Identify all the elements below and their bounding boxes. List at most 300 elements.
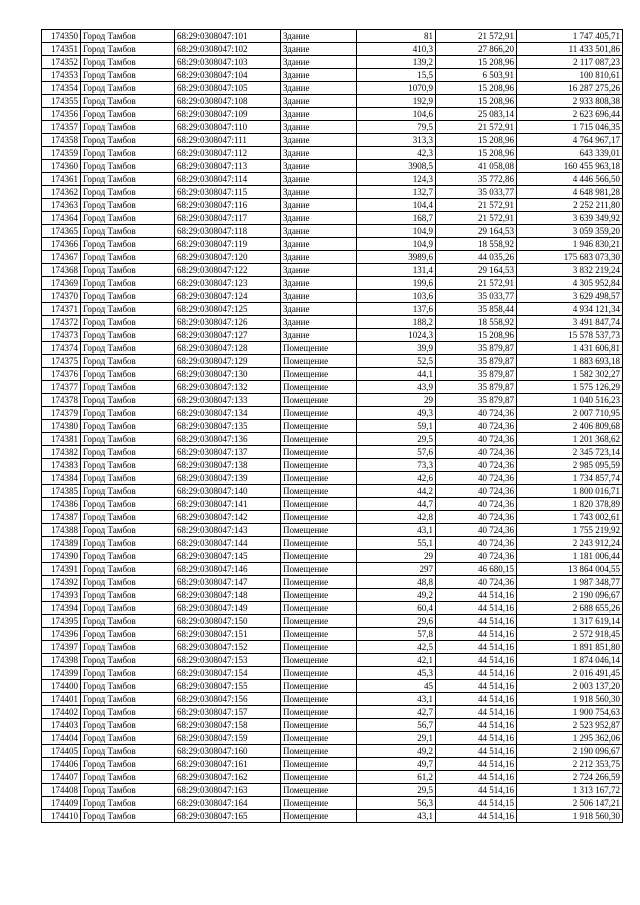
cadastral-number-cell: 68:29:0308047:160 <box>175 745 281 758</box>
table-row <box>42 329 623 342</box>
table-row <box>42 381 623 394</box>
specific-value-cell: 44 514,16 <box>436 719 517 732</box>
area-cell: 103,6 <box>357 290 436 303</box>
city-cell: Город Тамбов <box>81 329 175 342</box>
table-row <box>42 225 623 238</box>
specific-value-cell: 40 724,36 <box>436 576 517 589</box>
object-type-cell: Помещение <box>281 615 357 628</box>
row-number-cell: 174371 <box>42 303 81 316</box>
specific-value-cell: 15 208,96 <box>436 329 517 342</box>
row-number-cell: 174373 <box>42 329 81 342</box>
table-row <box>42 810 623 823</box>
table-row <box>42 563 623 576</box>
cadastral-value-cell: 1 181 006,44 <box>517 550 623 563</box>
cadastral-value-cell: 1 987 348,77 <box>517 576 623 589</box>
area-cell: 104,9 <box>357 225 436 238</box>
city-cell: Город Тамбов <box>81 498 175 511</box>
specific-value-cell: 44 514,16 <box>436 667 517 680</box>
cadastral-number-cell: 68:29:0308047:134 <box>175 407 281 420</box>
city-cell: Город Тамбов <box>81 160 175 173</box>
row-number-cell: 174354 <box>42 82 81 95</box>
row-number-cell: 174366 <box>42 238 81 251</box>
object-type-cell: Помещение <box>281 745 357 758</box>
table-row <box>42 95 623 108</box>
specific-value-cell: 44 514,16 <box>436 784 517 797</box>
area-cell: 39,9 <box>357 342 436 355</box>
cadastral-value-cell: 1 820 378,89 <box>517 498 623 511</box>
cadastral-number-cell: 68:29:0308047:130 <box>175 368 281 381</box>
area-cell: 55,1 <box>357 537 436 550</box>
city-cell: Город Тамбов <box>81 121 175 134</box>
cadastral-value-cell: 2 345 723,14 <box>517 446 623 459</box>
area-cell: 61,2 <box>357 771 436 784</box>
cadastral-number-cell: 68:29:0308047:123 <box>175 277 281 290</box>
specific-value-cell: 27 866,20 <box>436 43 517 56</box>
cadastral-number-cell: 68:29:0308047:140 <box>175 485 281 498</box>
row-number-cell: 174359 <box>42 147 81 160</box>
table-row <box>42 69 623 82</box>
object-type-cell: Помещение <box>281 446 357 459</box>
cadastral-number-cell: 68:29:0308047:129 <box>175 355 281 368</box>
row-number-cell: 174396 <box>42 628 81 641</box>
cadastral-number-cell: 68:29:0308047:119 <box>175 238 281 251</box>
city-cell: Город Тамбов <box>81 277 175 290</box>
cadastral-value-table <box>41 29 623 823</box>
object-type-cell: Здание <box>281 147 357 160</box>
cadastral-number-cell: 68:29:0308047:128 <box>175 342 281 355</box>
table-row <box>42 459 623 472</box>
cadastral-value-cell: 2 406 809,68 <box>517 420 623 433</box>
area-cell: 44,7 <box>357 498 436 511</box>
row-number-cell: 174375 <box>42 355 81 368</box>
table-row <box>42 576 623 589</box>
cadastral-value-cell: 1 747 405,71 <box>517 30 623 43</box>
city-cell: Город Тамбов <box>81 654 175 667</box>
cadastral-number-cell: 68:29:0308047:156 <box>175 693 281 706</box>
city-cell: Город Тамбов <box>81 459 175 472</box>
area-cell: 1070,9 <box>357 82 436 95</box>
table-row <box>42 732 623 745</box>
area-cell: 410,3 <box>357 43 436 56</box>
cadastral-number-cell: 68:29:0308047:147 <box>175 576 281 589</box>
row-number-cell: 174392 <box>42 576 81 589</box>
table-row <box>42 212 623 225</box>
area-cell: 104,9 <box>357 238 436 251</box>
row-number-cell: 174372 <box>42 316 81 329</box>
area-cell: 49,3 <box>357 407 436 420</box>
object-type-cell: Помещение <box>281 485 357 498</box>
table-row <box>42 56 623 69</box>
cadastral-value-cell: 100 810,61 <box>517 69 623 82</box>
cadastral-number-cell: 68:29:0308047:136 <box>175 433 281 446</box>
city-cell: Город Тамбов <box>81 108 175 121</box>
specific-value-cell: 40 724,36 <box>436 446 517 459</box>
row-number-cell: 174402 <box>42 706 81 719</box>
cadastral-value-cell: 4 648 981,28 <box>517 186 623 199</box>
object-type-cell: Здание <box>281 264 357 277</box>
area-cell: 137,6 <box>357 303 436 316</box>
area-cell: 42,3 <box>357 147 436 160</box>
cadastral-value-cell: 2 190 096,67 <box>517 589 623 602</box>
specific-value-cell: 44 514,16 <box>436 732 517 745</box>
object-type-cell: Помещение <box>281 524 357 537</box>
object-type-cell: Помещение <box>281 563 357 576</box>
city-cell: Город Тамбов <box>81 628 175 641</box>
area-cell: 192,9 <box>357 95 436 108</box>
table-row <box>42 784 623 797</box>
object-type-cell: Здание <box>281 95 357 108</box>
object-type-cell: Помещение <box>281 810 357 823</box>
cadastral-value-cell: 1 918 560,30 <box>517 693 623 706</box>
object-type-cell: Здание <box>281 238 357 251</box>
row-number-cell: 174403 <box>42 719 81 732</box>
object-type-cell: Здание <box>281 56 357 69</box>
object-type-cell: Помещение <box>281 771 357 784</box>
object-type-cell: Помещение <box>281 407 357 420</box>
specific-value-cell: 41 058,08 <box>436 160 517 173</box>
cadastral-number-cell: 68:29:0308047:159 <box>175 732 281 745</box>
city-cell: Город Тамбов <box>81 264 175 277</box>
city-cell: Город Тамбов <box>81 771 175 784</box>
row-number-cell: 174390 <box>42 550 81 563</box>
object-type-cell: Здание <box>281 173 357 186</box>
area-cell: 29 <box>357 550 436 563</box>
specific-value-cell: 40 724,36 <box>436 433 517 446</box>
object-type-cell: Здание <box>281 30 357 43</box>
area-cell: 29,5 <box>357 784 436 797</box>
cadastral-value-cell: 4 446 566,50 <box>517 173 623 186</box>
table-row <box>42 693 623 706</box>
area-cell: 1024,3 <box>357 329 436 342</box>
city-cell: Город Тамбов <box>81 355 175 368</box>
cadastral-number-cell: 68:29:0308047:120 <box>175 251 281 264</box>
object-type-cell: Здание <box>281 277 357 290</box>
row-number-cell: 174376 <box>42 368 81 381</box>
cadastral-number-cell: 68:29:0308047:139 <box>175 472 281 485</box>
area-cell: 104,6 <box>357 108 436 121</box>
cadastral-number-cell: 68:29:0308047:102 <box>175 43 281 56</box>
table-row <box>42 498 623 511</box>
table-row <box>42 303 623 316</box>
city-cell: Город Тамбов <box>81 225 175 238</box>
row-number-cell: 174386 <box>42 498 81 511</box>
row-number-cell: 174379 <box>42 407 81 420</box>
city-cell: Город Тамбов <box>81 680 175 693</box>
object-type-cell: Помещение <box>281 797 357 810</box>
object-type-cell: Помещение <box>281 498 357 511</box>
specific-value-cell: 18 558,92 <box>436 238 517 251</box>
cadastral-value-cell: 1 734 857,74 <box>517 472 623 485</box>
city-cell: Город Тамбов <box>81 550 175 563</box>
object-type-cell: Здание <box>281 121 357 134</box>
row-number-cell: 174383 <box>42 459 81 472</box>
row-number-cell: 174370 <box>42 290 81 303</box>
cadastral-number-cell: 68:29:0308047:162 <box>175 771 281 784</box>
area-cell: 44,1 <box>357 368 436 381</box>
row-number-cell: 174356 <box>42 108 81 121</box>
object-type-cell: Помещение <box>281 381 357 394</box>
table-row <box>42 264 623 277</box>
cadastral-value-cell: 2 190 096,67 <box>517 745 623 758</box>
table-row <box>42 147 623 160</box>
row-number-cell: 174352 <box>42 56 81 69</box>
area-cell: 188,2 <box>357 316 436 329</box>
specific-value-cell: 40 724,36 <box>436 550 517 563</box>
city-cell: Город Тамбов <box>81 290 175 303</box>
cadastral-value-cell: 3 832 219,24 <box>517 264 623 277</box>
row-number-cell: 174361 <box>42 173 81 186</box>
area-cell: 43,1 <box>357 524 436 537</box>
city-cell: Город Тамбов <box>81 56 175 69</box>
table-row <box>42 472 623 485</box>
row-number-cell: 174393 <box>42 589 81 602</box>
specific-value-cell: 44 514,15 <box>436 797 517 810</box>
table-row <box>42 745 623 758</box>
area-cell: 297 <box>357 563 436 576</box>
area-cell: 42,6 <box>357 472 436 485</box>
table-row <box>42 407 623 420</box>
object-type-cell: Помещение <box>281 719 357 732</box>
row-number-cell: 174365 <box>42 225 81 238</box>
table-row <box>42 511 623 524</box>
cadastral-number-cell: 68:29:0308047:124 <box>175 290 281 303</box>
city-cell: Город Тамбов <box>81 394 175 407</box>
specific-value-cell: 21 572,91 <box>436 277 517 290</box>
specific-value-cell: 44 514,16 <box>436 628 517 641</box>
row-number-cell: 174368 <box>42 264 81 277</box>
table-row <box>42 186 623 199</box>
cadastral-number-cell: 68:29:0308047:122 <box>175 264 281 277</box>
row-number-cell: 174363 <box>42 199 81 212</box>
city-cell: Город Тамбов <box>81 251 175 264</box>
area-cell: 29,1 <box>357 732 436 745</box>
cadastral-value-cell: 2 243 912,24 <box>517 537 623 550</box>
row-number-cell: 174408 <box>42 784 81 797</box>
cadastral-number-cell: 68:29:0308047:142 <box>175 511 281 524</box>
object-type-cell: Здание <box>281 134 357 147</box>
city-cell: Город Тамбов <box>81 602 175 615</box>
cadastral-value-cell: 2 252 211,80 <box>517 199 623 212</box>
table-row <box>42 134 623 147</box>
object-type-cell: Здание <box>281 329 357 342</box>
cadastral-value-cell: 1 313 167,72 <box>517 784 623 797</box>
city-cell: Город Тамбов <box>81 199 175 212</box>
cadastral-number-cell: 68:29:0308047:151 <box>175 628 281 641</box>
row-number-cell: 174367 <box>42 251 81 264</box>
object-type-cell: Помещение <box>281 342 357 355</box>
cadastral-value-cell: 1 800 016,71 <box>517 485 623 498</box>
area-cell: 60,4 <box>357 602 436 615</box>
object-type-cell: Здание <box>281 108 357 121</box>
area-cell: 49,7 <box>357 758 436 771</box>
row-number-cell: 174382 <box>42 446 81 459</box>
city-cell: Город Тамбов <box>81 420 175 433</box>
specific-value-cell: 21 572,91 <box>436 30 517 43</box>
area-cell: 44,2 <box>357 485 436 498</box>
table-row <box>42 277 623 290</box>
cadastral-number-cell: 68:29:0308047:165 <box>175 810 281 823</box>
city-cell: Город Тамбов <box>81 433 175 446</box>
table-row <box>42 251 623 264</box>
row-number-cell: 174381 <box>42 433 81 446</box>
specific-value-cell: 44 514,16 <box>436 641 517 654</box>
row-number-cell: 174357 <box>42 121 81 134</box>
object-type-cell: Помещение <box>281 368 357 381</box>
city-cell: Город Тамбов <box>81 732 175 745</box>
cadastral-number-cell: 68:29:0308047:149 <box>175 602 281 615</box>
area-cell: 29,6 <box>357 615 436 628</box>
area-cell: 57,8 <box>357 628 436 641</box>
specific-value-cell: 44 514,16 <box>436 810 517 823</box>
specific-value-cell: 15 208,96 <box>436 95 517 108</box>
cadastral-number-cell: 68:29:0308047:152 <box>175 641 281 654</box>
specific-value-cell: 35 772,86 <box>436 173 517 186</box>
table-row <box>42 173 623 186</box>
city-cell: Город Тамбов <box>81 186 175 199</box>
specific-value-cell: 40 724,36 <box>436 524 517 537</box>
cadastral-value-cell: 3 639 349,92 <box>517 212 623 225</box>
row-number-cell: 174360 <box>42 160 81 173</box>
cadastral-value-cell: 4 305 952,84 <box>517 277 623 290</box>
city-cell: Город Тамбов <box>81 82 175 95</box>
object-type-cell: Помещение <box>281 706 357 719</box>
table-row <box>42 706 623 719</box>
specific-value-cell: 40 724,36 <box>436 537 517 550</box>
row-number-cell: 174377 <box>42 381 81 394</box>
specific-value-cell: 29 164,53 <box>436 225 517 238</box>
cadastral-value-cell: 1 715 046,35 <box>517 121 623 134</box>
area-cell: 29,5 <box>357 433 436 446</box>
object-type-cell: Помещение <box>281 355 357 368</box>
object-type-cell: Помещение <box>281 654 357 667</box>
cadastral-value-cell: 11 433 501,86 <box>517 43 623 56</box>
city-cell: Город Тамбов <box>81 524 175 537</box>
table-row <box>42 797 623 810</box>
cadastral-value-cell: 3 629 498,57 <box>517 290 623 303</box>
table-row <box>42 602 623 615</box>
cadastral-number-cell: 68:29:0308047:112 <box>175 147 281 160</box>
table-row <box>42 524 623 537</box>
cadastral-value-cell: 16 287 275,26 <box>517 82 623 95</box>
cadastral-number-cell: 68:29:0308047:158 <box>175 719 281 732</box>
cadastral-value-cell: 15 578 537,73 <box>517 329 623 342</box>
object-type-cell: Здание <box>281 225 357 238</box>
table-row <box>42 316 623 329</box>
row-number-cell: 174389 <box>42 537 81 550</box>
cadastral-value-cell: 1 582 302,27 <box>517 368 623 381</box>
cadastral-value-cell: 13 864 004,55 <box>517 563 623 576</box>
cadastral-value-cell: 1 431 606,81 <box>517 342 623 355</box>
city-cell: Город Тамбов <box>81 706 175 719</box>
specific-value-cell: 44 514,16 <box>436 745 517 758</box>
area-cell: 48,8 <box>357 576 436 589</box>
area-cell: 56,7 <box>357 719 436 732</box>
specific-value-cell: 44 514,16 <box>436 758 517 771</box>
row-number-cell: 174358 <box>42 134 81 147</box>
specific-value-cell: 35 879,87 <box>436 368 517 381</box>
cadastral-value-cell: 2 985 095,59 <box>517 459 623 472</box>
object-type-cell: Здание <box>281 186 357 199</box>
table-row <box>42 641 623 654</box>
object-type-cell: Здание <box>281 69 357 82</box>
cadastral-value-cell: 1 755 219,92 <box>517 524 623 537</box>
specific-value-cell: 35 879,87 <box>436 342 517 355</box>
table-row <box>42 771 623 784</box>
area-cell: 29 <box>357 394 436 407</box>
specific-value-cell: 44 514,16 <box>436 680 517 693</box>
cadastral-number-cell: 68:29:0308047:125 <box>175 303 281 316</box>
object-type-cell: Здание <box>281 251 357 264</box>
object-type-cell: Здание <box>281 199 357 212</box>
city-cell: Город Тамбов <box>81 30 175 43</box>
object-type-cell: Помещение <box>281 758 357 771</box>
row-number-cell: 174387 <box>42 511 81 524</box>
city-cell: Город Тамбов <box>81 537 175 550</box>
cadastral-value-cell: 1 900 754,63 <box>517 706 623 719</box>
specific-value-cell: 44 514,16 <box>436 706 517 719</box>
cadastral-value-cell: 2 117 087,23 <box>517 56 623 69</box>
object-type-cell: Помещение <box>281 420 357 433</box>
cadastral-number-cell: 68:29:0308047:110 <box>175 121 281 134</box>
cadastral-value-cell: 1 891 851,80 <box>517 641 623 654</box>
cadastral-number-cell: 68:29:0308047:138 <box>175 459 281 472</box>
cadastral-value-cell: 3 059 359,20 <box>517 225 623 238</box>
area-cell: 43,1 <box>357 693 436 706</box>
cadastral-value-cell: 1 874 046,14 <box>517 654 623 667</box>
cadastral-number-cell: 68:29:0308047:155 <box>175 680 281 693</box>
object-type-cell: Помещение <box>281 667 357 680</box>
table-row <box>42 446 623 459</box>
table-row <box>42 550 623 563</box>
cadastral-number-cell: 68:29:0308047:141 <box>175 498 281 511</box>
cadastral-value-cell: 2 212 353,75 <box>517 758 623 771</box>
area-cell: 45 <box>357 680 436 693</box>
specific-value-cell: 21 572,91 <box>436 121 517 134</box>
cadastral-value-cell: 1 040 516,23 <box>517 394 623 407</box>
area-cell: 43,9 <box>357 381 436 394</box>
cadastral-number-cell: 68:29:0308047:113 <box>175 160 281 173</box>
cadastral-value-cell: 1 201 368,62 <box>517 433 623 446</box>
specific-value-cell: 18 558,92 <box>436 316 517 329</box>
city-cell: Город Тамбов <box>81 810 175 823</box>
object-type-cell: Здание <box>281 43 357 56</box>
row-number-cell: 174378 <box>42 394 81 407</box>
object-type-cell: Помещение <box>281 550 357 563</box>
area-cell: 199,6 <box>357 277 436 290</box>
table-row <box>42 82 623 95</box>
area-cell: 57,6 <box>357 446 436 459</box>
cadastral-value-cell: 1 317 619,14 <box>517 615 623 628</box>
object-type-cell: Помещение <box>281 732 357 745</box>
cadastral-value-cell: 643 339,01 <box>517 147 623 160</box>
cadastral-value-cell: 2 724 266,59 <box>517 771 623 784</box>
specific-value-cell: 44 514,16 <box>436 589 517 602</box>
cadastral-number-cell: 68:29:0308047:133 <box>175 394 281 407</box>
table-row <box>42 537 623 550</box>
area-cell: 56,3 <box>357 797 436 810</box>
object-type-cell: Помещение <box>281 628 357 641</box>
row-number-cell: 174406 <box>42 758 81 771</box>
table-row <box>42 342 623 355</box>
cadastral-value-cell: 4 764 967,17 <box>517 134 623 147</box>
specific-value-cell: 40 724,36 <box>436 511 517 524</box>
city-cell: Город Тамбов <box>81 134 175 147</box>
city-cell: Город Тамбов <box>81 95 175 108</box>
row-number-cell: 174400 <box>42 680 81 693</box>
row-number-cell: 174385 <box>42 485 81 498</box>
table-row <box>42 680 623 693</box>
table-row <box>42 368 623 381</box>
